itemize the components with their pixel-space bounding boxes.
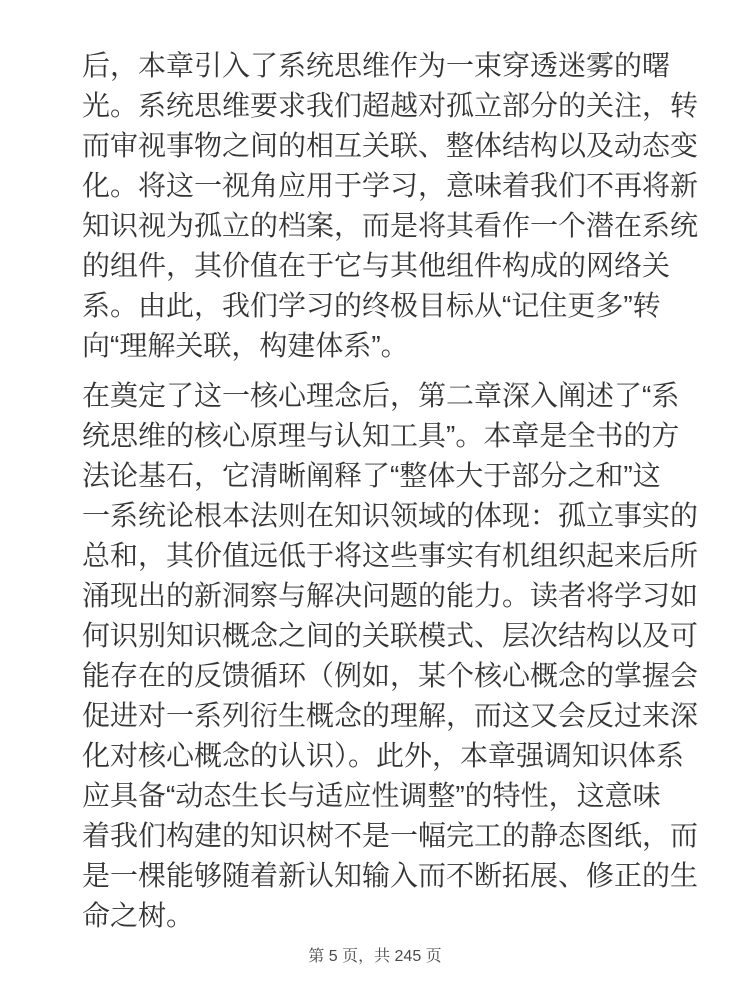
text-line: 化。将这一视角应用于学习，意味着我们不再将新 [82, 170, 699, 201]
text-line: 在奠定了这一核心理念后，第二章深入阐述了“系 [82, 380, 680, 411]
text-line: 命之树。 [82, 900, 195, 931]
text-line: 法论基石，它清晰阐释了“整体大于部分之和”这 [82, 460, 661, 491]
text-line: 光。系统思维要求我们超越对孤立部分的关注，转 [82, 90, 699, 121]
text-line: 统思维的核心原理与认知工具”。本章是全书的方 [82, 420, 680, 451]
text-line: 促进对一系列衍生概念的理解，而这又会反过来深 [82, 700, 699, 731]
text-line: 系。由此，我们学习的终极目标从“记住更多”转 [82, 290, 661, 321]
text-line: 着我们构建的知识树不是一幅完工的静态图纸，而 [82, 820, 699, 851]
text-line: 应具备“动态生长与适应性调整”的特性，这意味 [82, 780, 661, 811]
page-indicator: 第 5 页，共 245 页 [308, 948, 442, 965]
text-line: 后，本章引入了系统思维作为一束穿透迷雾的曙 [82, 50, 671, 81]
text-line: 涌现出的新洞察与解决问题的能力。读者将学习如 [82, 580, 699, 611]
text-line: 是一棵能够随着新认知输入而不断拓展、修正的生 [82, 860, 699, 891]
paragraph [82, 46, 699, 366]
text-line: 向“理解关联，构建体系”。 [82, 330, 409, 361]
text-line: 能存在的反馈循环（例如，某个核心概念的掌握会 [82, 660, 699, 691]
text-line: 总和，其价值远低于将这些事实有机组织起来后所 [82, 540, 699, 571]
text-line: 何识别知识概念之间的关联模式、层次结构以及可 [82, 620, 699, 651]
text-line: 化对核心概念的认识）。此外，本章强调知识体系 [82, 740, 685, 771]
text-line: 一系统论根本法则在知识领域的体现：孤立事实的 [82, 500, 699, 531]
text-line: 知识视为孤立的档案，而是将其看作一个潜在系统 [82, 210, 699, 241]
paragraph [82, 376, 699, 936]
text-line: 的组件，其价值在于它与其他组件构成的网络关 [82, 250, 671, 281]
text-line: 而审视事物之间的相互关联、整体结构以及动态变 [82, 130, 699, 161]
